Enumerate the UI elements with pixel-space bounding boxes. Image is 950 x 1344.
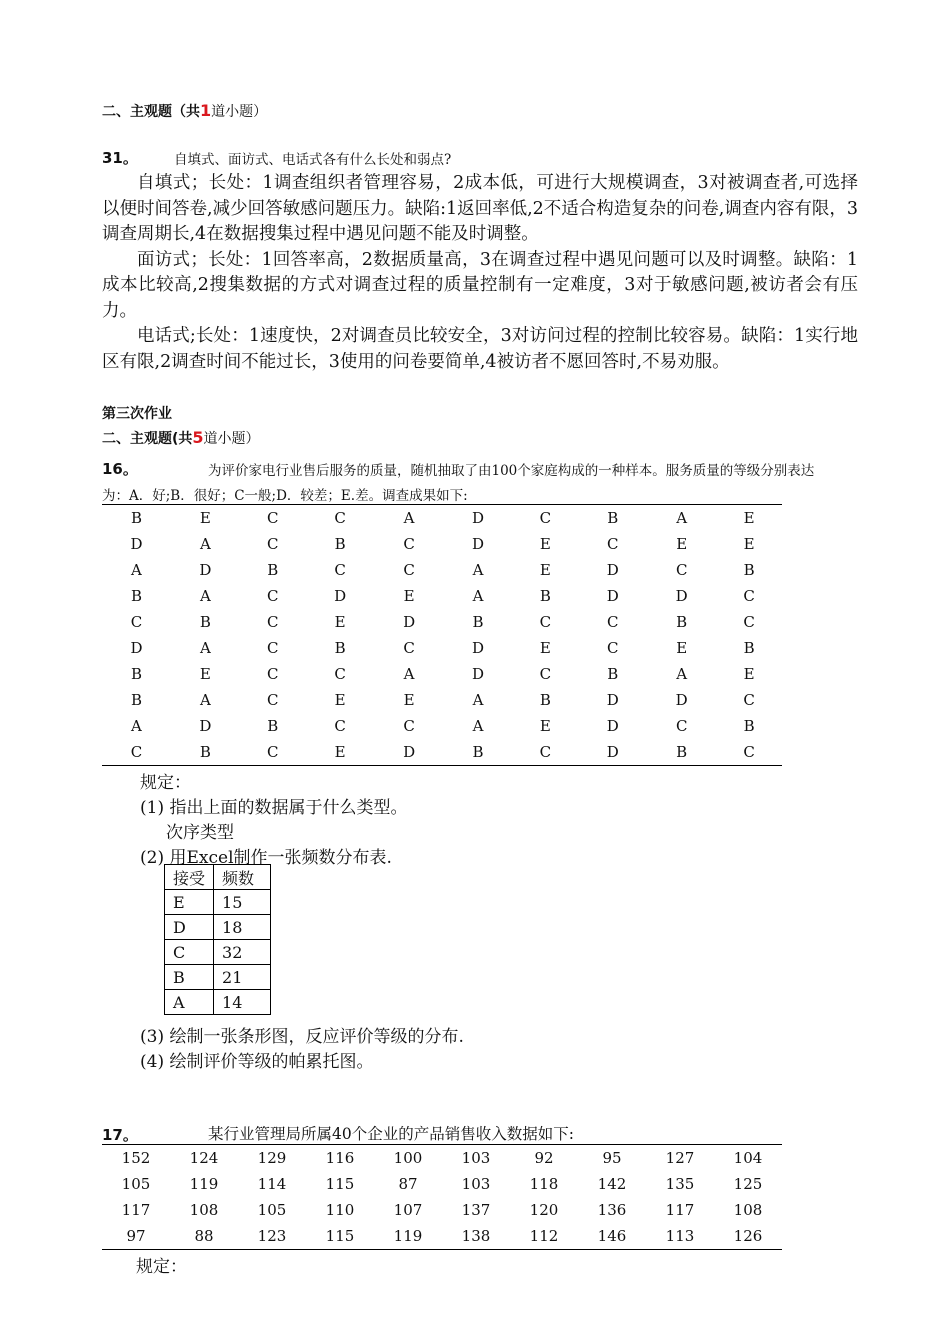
table-cell: 105 <box>121 1175 151 1193</box>
table-cell: B <box>607 665 619 683</box>
table-cell: D <box>606 691 619 709</box>
table-cell: B <box>539 587 551 605</box>
q16-requirement-4: (4) 绘制评价等级的帕累托图。 <box>140 1052 374 1072</box>
table-cell: 127 <box>646 1145 714 1172</box>
table-cell: B <box>334 639 346 657</box>
table-cell: B <box>444 739 513 766</box>
table-cell: C <box>403 639 415 657</box>
freq-header-count: 频数 <box>214 865 271 890</box>
table-row <box>102 531 782 557</box>
table-cell: C <box>675 561 688 579</box>
table-cell: 107 <box>393 1201 423 1219</box>
table-cell: 97 <box>102 1223 170 1250</box>
table-cell: D <box>199 561 212 579</box>
table-cell: 88 <box>170 1223 238 1250</box>
section-heading-count: 5 <box>192 428 204 447</box>
table-cell: B <box>472 613 484 631</box>
table-cell: D <box>403 613 416 631</box>
table-cell: E <box>539 639 551 657</box>
table-cell: B <box>130 587 142 605</box>
table-cell: 112 <box>510 1223 578 1250</box>
freq-count: 18 <box>214 915 271 940</box>
table-cell: 116 <box>306 1145 374 1172</box>
table-row <box>102 1197 782 1223</box>
freq-grade: D <box>165 915 214 940</box>
table-row <box>165 890 271 915</box>
table-row <box>102 713 782 739</box>
question-31-text: 自填式、面访式、电话式各有什么长处和弱点? <box>174 152 452 168</box>
table-cell: D <box>578 739 647 766</box>
table-cell: B <box>130 691 142 709</box>
table-cell: E <box>539 535 551 553</box>
table-cell: C <box>403 535 415 553</box>
table-cell: A <box>403 665 415 683</box>
table-cell: A <box>199 639 211 657</box>
table-cell: C <box>743 691 755 709</box>
table-cell: D <box>375 739 444 766</box>
freq-count: 32 <box>214 940 271 965</box>
sales-data-table <box>102 1144 782 1250</box>
table-cell: C <box>743 587 755 605</box>
table-cell: 152 <box>102 1145 170 1172</box>
freq-count: 14 <box>214 990 271 1015</box>
freq-grade: C <box>165 940 214 965</box>
table-cell: 125 <box>733 1175 763 1193</box>
table-cell: A <box>199 535 211 553</box>
table-cell: C <box>267 535 279 553</box>
table-cell: A <box>131 717 142 735</box>
freq-grade: E <box>165 890 214 915</box>
question-16-number: 16。 <box>102 460 138 478</box>
table-cell: D <box>606 587 619 605</box>
table-cell: 118 <box>529 1175 559 1193</box>
freq-header-grade: 接受 <box>165 865 214 890</box>
table-cell: D <box>472 665 485 683</box>
table-cell: 146 <box>578 1223 646 1250</box>
table-cell: E <box>403 587 415 605</box>
table-row <box>102 635 782 661</box>
table-row <box>102 1171 782 1197</box>
table-cell: D <box>472 639 485 657</box>
table-cell: 115 <box>325 1175 355 1193</box>
table-cell: E <box>676 639 688 657</box>
table-cell: E <box>334 613 346 631</box>
table-cell: D <box>334 587 347 605</box>
table-row <box>102 661 782 687</box>
table-cell: C <box>607 639 619 657</box>
table-cell: C <box>267 613 279 631</box>
table-cell: B <box>743 717 755 735</box>
table-row <box>102 609 782 635</box>
question-17-text: 某行业管理局所属40个企业的产品销售收入数据如下: <box>208 1125 574 1143</box>
table-cell: B <box>199 613 211 631</box>
table-cell: B <box>743 639 755 657</box>
freq-count: 15 <box>214 890 271 915</box>
table-cell: C <box>403 717 415 735</box>
table-cell: 117 <box>665 1201 695 1219</box>
table-cell: A <box>131 561 142 579</box>
table-cell: D <box>444 505 513 532</box>
table-cell: C <box>675 717 688 735</box>
table-cell: 108 <box>189 1201 219 1219</box>
q16-answer-1: 次序类型 <box>166 823 234 843</box>
table-cell: D <box>472 535 485 553</box>
answer-face-to-face: 面访式；长处：1回答率高，2数据质量高，3在调查过程中遇见问题可以及时调整。缺陷：1成本比较高,2搜集数据的方式对调查过程的质量控制有一定难度，3对于敏感问题,被访者会有压力。 <box>102 249 858 321</box>
table-cell: 105 <box>257 1201 287 1219</box>
question-31-number: 31。 <box>102 149 138 167</box>
table-cell: 104 <box>714 1145 782 1172</box>
table-cell: 124 <box>170 1145 238 1172</box>
rating-data-table <box>102 504 782 766</box>
section-heading-1 <box>102 101 267 121</box>
table-row <box>165 990 271 1015</box>
table-cell: D <box>606 717 619 735</box>
section-heading-prefix: 二、主观题（共 <box>102 104 200 120</box>
table-cell: C <box>334 561 346 579</box>
table-row <box>102 505 782 532</box>
section-heading-count: 1 <box>200 101 212 120</box>
table-cell: C <box>267 691 279 709</box>
table-cell: A <box>199 587 211 605</box>
table-cell: 138 <box>442 1223 510 1250</box>
table-cell: B <box>578 505 647 532</box>
table-cell: E <box>403 691 415 709</box>
table-cell: 119 <box>374 1223 442 1250</box>
table-cell: C <box>240 739 306 766</box>
answer-self-fill: 自填式；长处：1调查组织者管理容易，2成本低，可进行大规模调查，3对被调查者,可选择以便时间答卷,减少回答敏感问题压力。缺陷:1返回率低,2不适合构造复杂的问卷,调查内容有限，3调查周期长,4在数据搜集过程中遇见问题不能及时调整。 <box>102 173 858 244</box>
section-heading-2 <box>102 428 260 448</box>
table-cell: C <box>102 739 171 766</box>
freq-grade: A <box>165 990 214 1015</box>
q16-requirement-3: (3) 绘制一张条形图，反应评价等级的分布. <box>140 1027 464 1047</box>
assignment-title: 第三次作业 <box>102 406 172 422</box>
table-cell: B <box>267 561 279 579</box>
table-cell: A <box>472 717 484 735</box>
table-cell: E <box>199 665 211 683</box>
table-row <box>102 557 782 583</box>
table-cell: D <box>199 717 212 735</box>
table-cell: C <box>539 613 552 631</box>
table-cell: C <box>240 505 306 532</box>
table-cell: E <box>171 505 240 532</box>
table-cell: A <box>472 691 484 709</box>
table-cell: 137 <box>461 1201 491 1219</box>
table-cell: B <box>647 739 716 766</box>
frequency-table-header <box>165 865 271 890</box>
table-cell: B <box>267 717 279 735</box>
table-cell: 120 <box>529 1201 559 1219</box>
question-17-number: 17。 <box>102 1126 138 1144</box>
table-row <box>165 940 271 965</box>
table-cell: 126 <box>714 1223 782 1250</box>
q17-requirements-label: 规定： <box>136 1257 187 1277</box>
q16-requirement-1: (1) 指出上面的数据属于什么类型。 <box>140 798 408 818</box>
table-cell: C <box>334 717 346 735</box>
freq-count: 21 <box>214 965 271 990</box>
q16-requirements-label: 规定： <box>140 773 191 793</box>
table-cell: 114 <box>257 1175 287 1193</box>
table-cell: 95 <box>578 1145 646 1172</box>
table-cell: C <box>716 739 782 766</box>
table-cell: B <box>102 505 171 532</box>
table-cell: B <box>130 665 142 683</box>
section-heading-prefix: 二、主观题(共 <box>102 431 193 447</box>
table-cell: 110 <box>325 1201 355 1219</box>
table-cell: A <box>199 691 211 709</box>
table-cell: E <box>676 535 688 553</box>
section-heading-suffix: 道小题） <box>203 431 260 447</box>
table-cell: C <box>306 505 375 532</box>
table-cell: A <box>647 505 716 532</box>
table-cell: 87 <box>398 1175 418 1193</box>
table-cell: C <box>743 613 755 631</box>
table-cell: C <box>334 665 346 683</box>
table-row <box>165 915 271 940</box>
question-31-answer <box>102 171 858 375</box>
table-row <box>165 965 271 990</box>
table-cell: D <box>130 639 143 657</box>
section-heading-suffix: 道小题） <box>211 104 268 120</box>
table-cell: 136 <box>597 1201 627 1219</box>
table-row <box>102 687 782 713</box>
table-cell: D <box>130 535 143 553</box>
table-cell: C <box>539 665 552 683</box>
table-cell: D <box>606 561 619 579</box>
table-cell: C <box>403 561 415 579</box>
table-cell: E <box>334 691 346 709</box>
question-16-text-line2: 为：A．好;B．很好；C一般;D．较差；E.差。调查成果如下: <box>102 488 468 504</box>
table-cell: 108 <box>733 1201 763 1219</box>
table-cell: A <box>472 587 484 605</box>
table-cell: E <box>743 665 755 683</box>
table-cell: E <box>539 561 551 579</box>
table-row <box>102 1145 782 1172</box>
table-cell: E <box>743 535 755 553</box>
table-cell: 115 <box>306 1223 374 1250</box>
table-cell: B <box>539 691 551 709</box>
table-row <box>102 739 782 766</box>
q16-requirement-2: (2) 用Excel制作一张频数分布表. <box>140 848 392 868</box>
table-cell: C <box>130 613 143 631</box>
table-cell: 100 <box>374 1145 442 1172</box>
frequency-table <box>164 864 271 1015</box>
table-cell: A <box>676 665 688 683</box>
table-cell: 129 <box>238 1145 306 1172</box>
table-cell: C <box>267 587 279 605</box>
freq-grade: B <box>165 965 214 990</box>
table-cell: E <box>539 717 551 735</box>
table-cell: C <box>607 535 619 553</box>
table-cell: 142 <box>597 1175 627 1193</box>
answer-telephone: 电话式;长处：1速度快，2对调查员比较安全，3对访问过程的控制比较容易。缺陷：1实行地区有限,2调查时间不能过长，3使用的问卷要简单,4被访者不愿回答时,不易劝服。 <box>102 326 858 372</box>
table-cell: D <box>675 691 688 709</box>
table-cell: B <box>743 561 755 579</box>
table-cell: 123 <box>238 1223 306 1250</box>
table-cell: A <box>375 505 444 532</box>
table-cell: 135 <box>665 1175 695 1193</box>
table-cell: A <box>472 561 484 579</box>
table-cell: 103 <box>442 1145 510 1172</box>
question-16-text-line1: 为评价家电行业售后服务的质量，随机抽取了由100个家庭构成的一种样本。服务质量的等级分别表达 <box>208 463 815 479</box>
table-cell: D <box>675 587 688 605</box>
table-row <box>102 1223 782 1250</box>
table-cell: C <box>267 665 279 683</box>
table-cell: E <box>306 739 375 766</box>
table-cell: 92 <box>510 1145 578 1172</box>
table-cell: 117 <box>121 1201 151 1219</box>
table-cell: C <box>267 639 279 657</box>
table-cell: B <box>334 535 346 553</box>
table-cell: C <box>607 613 619 631</box>
table-cell: E <box>716 505 782 532</box>
table-cell: 113 <box>646 1223 714 1250</box>
table-cell: B <box>676 613 688 631</box>
table-cell: 103 <box>461 1175 491 1193</box>
table-cell: 119 <box>189 1175 219 1193</box>
table-cell: B <box>171 739 240 766</box>
table-row <box>102 583 782 609</box>
table-cell: C <box>512 505 578 532</box>
table-cell: C <box>512 739 578 766</box>
